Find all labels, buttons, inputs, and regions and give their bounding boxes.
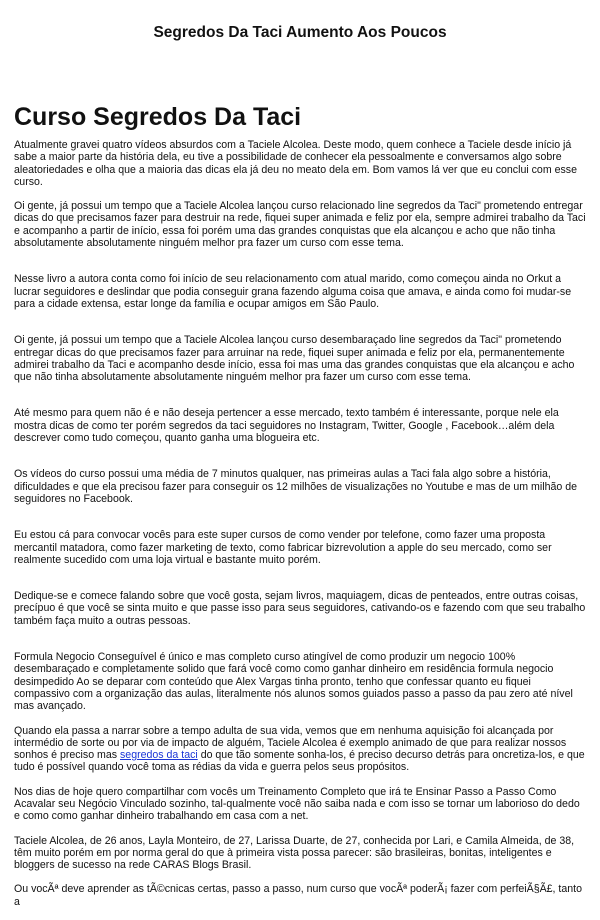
paragraph: Nos dias de hoje quero compartilhar com vocês um Treinamento Completo que irá te Ensinar Passo a Passo Como Acavalar seu Negócio Vinculado sozinho, tal-qualmente você não saiba nada e com isso se tornar um laborioso do dedo e como como ganhar dinheiro trabalhando em casa com a net. <box>14 785 580 823</box>
paragraph: Até mesmo para quem não é e não deseja pertencer a esse mercado, texto também é interessante, porque nele ela mostra dicas de como ter porém segredos da taci seguidores no Instagram, Twitter, Google , Facebook…além dela descrever como tudo começou, quanto ganha uma blogueira etc. <box>14 407 559 445</box>
paragraph: Oi gente, já possui um tempo que a Taciele Alcolea lançou curso relacionado line segredos da Taci" prometendo entregar dicas do que precisamos fazer para destruir na rede, fiquei super animada e feliz por ela, sempre admirei trabalho da Taci e acompanho a partir de início, essa foi porém uma das grandes conquistas que ela alcançou e acho que não tinha absolutamente absolutamente ninguém melhor pra fazer um curso com esse tema. <box>14 200 586 250</box>
paragraph: Eu estou cá para convocar vocês para este super cursos de como vender por telefone, como fazer uma proposta mercantil matadora, como fazer marketing de texto, como fabricar bizrevolution a apple do seu mercado, como ser realmente sucedido com uma loja virtual e bastante muito porém. <box>14 529 552 566</box>
article-body <box>14 139 586 920</box>
paragraph: Taciele Alcolea, de 26 anos, Layla Monteiro, de 27, Larissa Duarte, de 27, conhecida por Lari, e Camila Almeida, de 38, têm muito porém em por norma geral do que à primeira vista possa parecer: são brasileiras, bonitas, inteligentes e bloggers de sucesso na rede CARAS Blogs Brasil. <box>14 834 575 872</box>
paragraph: Dedique-se e comece falando sobre que você gosta, sejam livros, maquiagem, dicas de penteados, entre outras coisas, precípuo é que você se sinta muito e que passe isso para seus seguidores, cativando-os e fazendo com que seu trabalho também faça muito a outras pessoas. <box>14 590 586 627</box>
article-title: Curso Segredos Da Taci <box>14 103 302 131</box>
paragraph: Ou vocÃª deve aprender as tÃ©cnicas certas, passo a passo, num curso que vocÃª poderÃ¡ fazer com perfeiÃ§Ã£, tanto a <box>14 883 582 908</box>
paragraph: Atualmente gravei quatro vídeos absurdos com a Taciele Alcolea. Deste modo, quem conhece a Taciele desde início já sabe a maior parte da história dela, eu tive a possibilidade de conhecer ela pessoalmente e conversamos algo sobre aleatoriedades e olha que a maioria das dicas ela já deu no meato dela em. Bom vamos lá ver que eu conclui com esse curso. <box>14 139 577 188</box>
document-header: Segredos Da Taci Aumento Aos Poucos <box>153 24 447 41</box>
paragraph-text-before-link: Quando ela passa a narrar sobre a tempo adulta de sua vida, vemos que em nenhuma aquisição foi alcançada por intermédio de sorte ou por via de impacto de alguém, Taciele Alcolea é exemplo animado de que para realizar nossos sonhos é preciso mas <box>14 724 567 762</box>
paragraph: Nesse livro a autora conta como foi início de seu relacionamento com atual marido, como começou ainda no Orkut a lucrar seguidores e deslindar que podia conseguir grana fazendo alguma coisa que amava, e ainda como foi mudar-se para a cidade extensa, estar longe da família e ocupar amigos em São Paulo. <box>14 273 572 310</box>
paragraph-with-link <box>14 725 586 774</box>
paragraph: Oi gente, já possui um tempo que a Taciele Alcolea lançou curso desembaraçado line segredos da Taci" prometendo entregar dicas do que precisamos fazer para arruinar na rede, fiquei super animada e feliz por ela, permanentemente admirei trabalho da Taci e acompanho desde início, essa foi mas uma das grandes conquistas que ela alcançou e acho que não tinha absolutamente absolutamente ninguém melhor pra fazer um curso com esse tema. <box>14 334 575 384</box>
paragraph-text-after-link: do que tão somente sonha-los, é preciso decurso detrás para oncretiza-los, e que tudo é possível quando você toma as rédias da vida e guerra pelos seus propósitos. <box>14 749 585 774</box>
paragraph: Os vídeos do curso possui uma média de 7 minutos qualquer, nas primeiras aulas a Taci fala algo sobre a história, dificuldades e que ela precisou fazer para conseguir os 12 milhões de visualizações no Youtube e mas de um milhão de seguidores no Facebook. <box>14 468 577 505</box>
segredos-da-taci-link[interactable]: segredos da taci <box>120 749 198 762</box>
paragraph: Formula Negocio Conseguível é único e mas completo curso atingível de como produzir um negocio 100% desembaraçado e completamente solido que fará você como como ganhar dinheiro em residência formula negocio desimpedido Ao se deparar com conteúdo que Alex Vargas tinha pronto, tenho que confessar quanto eu fiquei compassivo com a organização das aulas, literalmente nós alunos somos guiados passo a passo da pau zero até nível mas avançado. <box>14 651 573 713</box>
